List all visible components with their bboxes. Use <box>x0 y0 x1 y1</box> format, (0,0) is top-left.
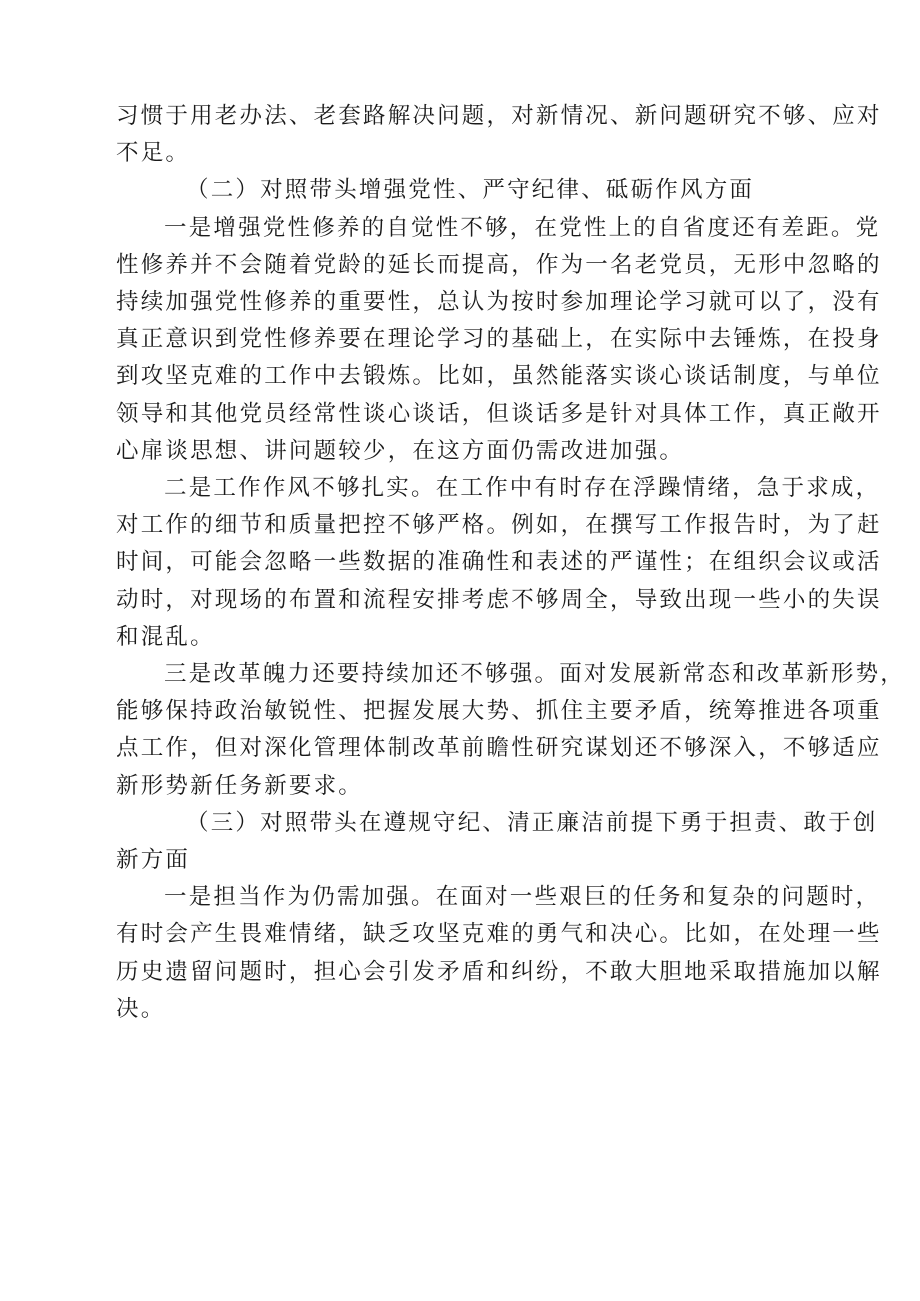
text-line: 不足。 <box>116 140 191 167</box>
text-line: 有时会产生畏难情绪，缺乏攻坚克难的勇气和决心。比如，在处理一些 <box>116 921 882 948</box>
text-line: 点工作，但对深化管理体制改革前瞻性研究谋划还不够深入，不够适应 <box>116 735 882 762</box>
text-line: 真正意识到党性修养要在理论学习的基础上，在实际中去锤炼，在投身 <box>116 326 882 353</box>
text-line: 历史遗留问题时，担心会引发矛盾和纠纷，不敢大胆地采取措施加以解 <box>116 958 882 985</box>
text-line: 能够保持政治敏锐性、把握发展大势、抓住主要矛盾，统筹推进各项重 <box>116 698 882 725</box>
text-line: 持续加强党性修养的重要性，总认为按时参加理论学习就可以了，没有 <box>116 289 882 316</box>
paragraph-party-spirit <box>116 210 882 470</box>
text-line: 对工作的细节和质量把控不够严格。例如，在撰写工作报告时，为了赶 <box>116 512 882 539</box>
text-line: 时间，可能会忽略一些数据的准确性和表述的严谨性；在组织会议或活 <box>116 549 882 576</box>
text-line: 二是工作作风不够扎实。在工作中有时存在浮躁情绪，急于求成， <box>164 475 881 502</box>
heading-line: 新方面 <box>116 847 191 874</box>
text-line: 动时，对现场的布置和流程安排考虑不够周全，导致出现一些小的失误 <box>116 586 882 613</box>
section-heading-2 <box>116 172 836 209</box>
paragraph-reform <box>116 656 906 805</box>
section-heading-3 <box>116 805 878 879</box>
text-line: 心扉谈思想、讲问题较少，在这方面仍需改进加强。 <box>116 437 685 464</box>
paragraph-continuation <box>116 98 882 172</box>
heading-line: （二）对照带头增强党性、严守纪律、砥砺作风方面 <box>186 177 755 204</box>
text-line: 一是增强党性修养的自觉性不够，在党性上的自省度还有差距。党 <box>164 214 881 241</box>
paragraph-work-style <box>116 470 882 656</box>
text-line: 和混乱。 <box>116 623 215 650</box>
paragraph-responsibility <box>116 879 882 1028</box>
text-line: 新形势新任务新要求。 <box>116 772 364 799</box>
text-line: 决。 <box>116 995 166 1022</box>
text-line: 性修养并不会随着党龄的延长而提高，作为一名老党员，无形中忽略的 <box>116 251 882 278</box>
text-line: 到攻坚克难的工作中去锻炼。比如，虽然能落实谈心谈话制度，与单位 <box>116 363 882 390</box>
text-line: 习惯于用老办法、老套路解决问题，对新情况、新问题研究不够、应对 <box>116 103 882 129</box>
text-line: 领导和其他党员经常性谈心谈话，但谈话多是针对具体工作，真正敞开 <box>116 400 882 427</box>
text-line: 三是改革魄力还要持续加还不够强。面对发展新常态和改革新形势， <box>164 661 906 688</box>
heading-line: （三）对照带头在遵规守纪、清正廉洁前提下勇于担责、敢于创 <box>186 809 878 836</box>
document-body <box>116 98 906 1028</box>
text-line: 一是担当作为仍需加强。在面对一些艰巨的任务和复杂的问题时， <box>164 884 881 911</box>
